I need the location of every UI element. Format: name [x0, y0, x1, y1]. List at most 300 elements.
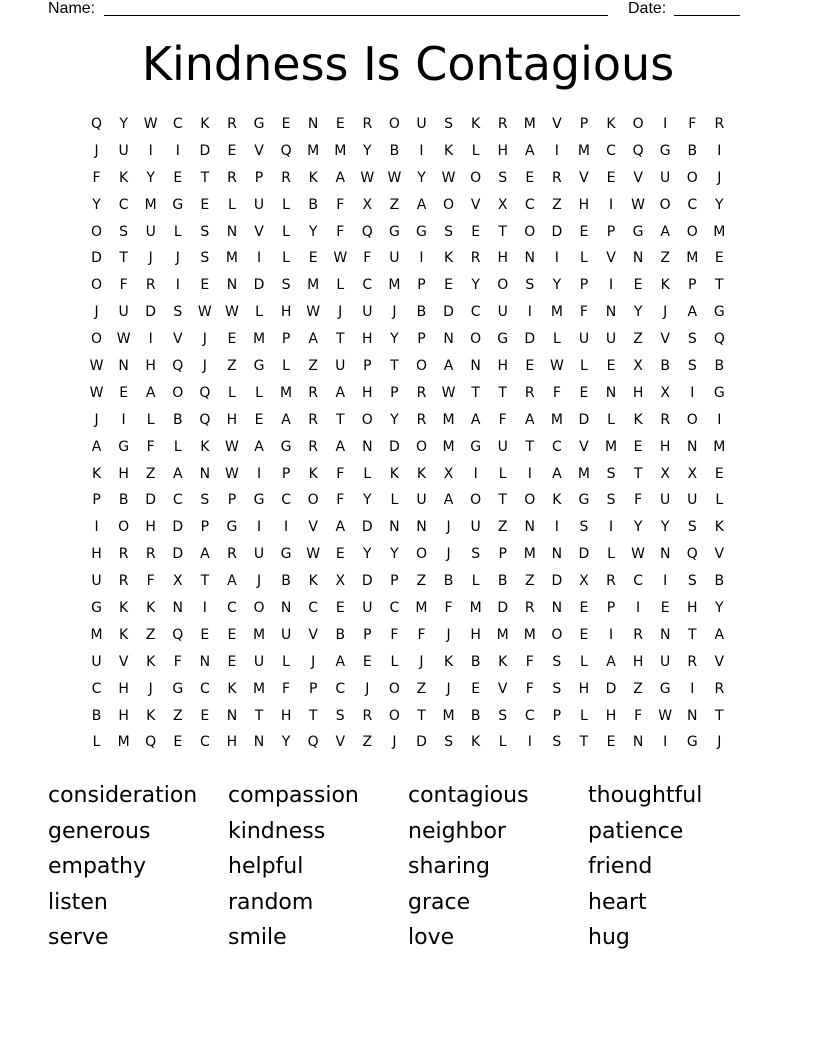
grid-cell: P [227, 492, 237, 509]
grid-cell: H [145, 519, 156, 536]
grid-cell: I [663, 573, 668, 590]
grid-cell: C [172, 116, 183, 132]
grid-cell: R [145, 546, 156, 563]
grid-cell: J [202, 358, 207, 375]
grid-cell: W [631, 196, 646, 213]
grid-cell: T [254, 707, 264, 724]
grid-cell: O [91, 277, 103, 294]
grid-cell: V [660, 331, 670, 348]
grid-cell: T [715, 707, 724, 724]
grid-cell: M [577, 465, 590, 482]
grid-cell: K [91, 465, 102, 482]
word-list-item: empathy [48, 854, 147, 880]
grid-cell: E [579, 626, 589, 643]
grid-cell: S [687, 358, 697, 375]
grid-cell: H [470, 626, 481, 643]
grid-cell: N [632, 250, 644, 267]
grid-cell: C [308, 600, 319, 617]
grid-cell: M [415, 600, 428, 617]
grid-cell: A [552, 465, 562, 482]
grid-cell: S [687, 573, 697, 590]
grid-cell: C [118, 196, 129, 213]
grid-cell: W [658, 707, 673, 724]
grid-cell: J [365, 680, 370, 697]
grid-cell: S [335, 707, 345, 724]
grid-cell: A [443, 358, 454, 375]
grid-cell: F [634, 492, 643, 509]
grid-cell: J [311, 653, 316, 670]
grid-cell: V [470, 196, 481, 213]
grid-cell: L [146, 411, 155, 428]
grid-cell: Y [281, 734, 291, 751]
grid-cell: Z [552, 196, 562, 213]
grid-cell: C [281, 492, 291, 509]
grid-cell: Q [307, 734, 319, 751]
grid-cell: E [606, 169, 616, 186]
grid-cell: P [417, 331, 426, 348]
grid-cell: L [552, 331, 561, 348]
grid-cell: B [443, 573, 454, 590]
grid-cell: R [362, 116, 373, 132]
grid-cell: L [363, 465, 372, 482]
grid-cell: N [199, 465, 211, 482]
grid-cell: C [470, 304, 481, 321]
grid-cell: H [91, 546, 102, 563]
grid-cell: M [144, 196, 157, 213]
grid-cell: M [686, 250, 699, 267]
grid-row [83, 326, 733, 353]
grid-cell: Q [145, 734, 157, 751]
grid-cell: R [416, 384, 427, 401]
grid-cell: K [443, 142, 454, 159]
grid-cell: S [200, 250, 210, 267]
grid-cell: O [524, 223, 536, 240]
grid-cell: T [417, 707, 426, 724]
grid-cell: E [633, 277, 643, 294]
grid-cell: I [148, 142, 153, 159]
grid-cell: Z [416, 573, 427, 590]
grid-cell: J [419, 653, 424, 670]
grid-cell: W [89, 358, 104, 375]
grid-cell: I [175, 277, 180, 294]
grid-cell: W [225, 304, 239, 321]
grid-cell: W [549, 358, 564, 375]
word-list-item: grace [408, 889, 471, 915]
grid-cell: T [200, 573, 210, 590]
grid-cell: D [551, 223, 563, 240]
grid-cell: N [687, 707, 698, 724]
grid-cell: Y [715, 600, 724, 617]
grid-cell: Y [715, 196, 724, 213]
grid-cell: R [552, 169, 562, 186]
grid-cell: F [336, 196, 345, 213]
grid-cell: A [470, 411, 481, 428]
grid-cell: O [470, 169, 482, 186]
grid-cell: U [91, 653, 102, 670]
grid-cell: E [633, 438, 643, 455]
grid-cell: H [686, 600, 698, 617]
grid-cell: G [578, 492, 590, 509]
grid-cell: Y [552, 277, 562, 294]
grid-cell: J [392, 734, 397, 751]
grid-cell: U [660, 492, 671, 509]
grid-cell: J [446, 680, 451, 697]
grid-cell: C [524, 707, 535, 724]
word-list-item: kindness [228, 818, 326, 844]
grid-cell: D [524, 331, 536, 348]
grid-cell: A [308, 331, 318, 348]
grid-cell: U [416, 492, 427, 509]
grid-cell: V [335, 734, 346, 751]
grid-cell: H [280, 304, 292, 321]
grid-cell: R [714, 116, 725, 132]
grid-cell: N [280, 600, 292, 617]
grid-cell: C [335, 680, 346, 697]
grid-cell: K [200, 438, 210, 455]
grid-cell: F [363, 250, 372, 267]
grid-cell: T [498, 384, 507, 401]
grid-cell: Q [199, 411, 211, 428]
grid-cell: H [659, 438, 671, 455]
grid-cell: G [280, 546, 292, 563]
grid-cell: E [308, 250, 318, 267]
grid-cell: I [554, 250, 559, 267]
grid-cell: Z [145, 465, 156, 482]
grid-cell: M [252, 626, 266, 643]
grid-cell: O [443, 196, 455, 213]
grid-cell: E [173, 169, 183, 186]
grid-cell: Y [119, 116, 128, 132]
grid-cell: U [253, 546, 265, 563]
grid-cell: M [307, 142, 320, 159]
word-list-item: heart [588, 889, 647, 915]
grid-cell: M [442, 438, 455, 455]
grid-cell: M [713, 438, 726, 455]
grid-cell: D [91, 250, 102, 267]
grid-cell: R [606, 573, 616, 590]
grid-cell: O [659, 196, 671, 213]
grid-cell: J [392, 304, 397, 321]
grid-cell: L [228, 196, 236, 213]
grid-cell: G [659, 680, 671, 697]
grid-row [83, 514, 733, 541]
grid-cell: Q [280, 142, 292, 159]
grid-cell: A [335, 169, 346, 186]
grid-cell: X [660, 384, 670, 401]
grid-cell: P [200, 519, 210, 536]
grid-cell: Z [633, 331, 643, 348]
grid-cell: N [551, 546, 563, 563]
grid-cell: K [714, 519, 724, 536]
grid-cell: I [608, 196, 614, 213]
grid-cell: R [524, 600, 535, 617]
word-list-item: thoughtful [588, 783, 703, 808]
grid-cell: R [633, 626, 643, 643]
grid-row [83, 138, 733, 165]
grid-cell: W [387, 169, 402, 186]
grid-row [83, 380, 733, 407]
grid-cell: U [497, 438, 508, 455]
grid-cell: P [579, 116, 589, 132]
grid-cell: M [523, 546, 536, 563]
grid-cell: F [119, 277, 128, 294]
grid-cell: I [148, 331, 153, 348]
grid-cell: Y [308, 223, 318, 240]
grid-cell: L [336, 277, 345, 294]
page-title: Kindness Is Contagious [141, 37, 675, 91]
grid-row [83, 434, 733, 461]
grid-cell: M [713, 223, 726, 240]
grid-cell: U [335, 358, 346, 375]
grid-cell: X [172, 573, 183, 590]
grid-cell: V [497, 680, 508, 697]
grid-cell: W [225, 465, 239, 482]
grid-cell: E [525, 169, 535, 186]
grid-cell: P [579, 277, 589, 294]
grid-cell: M [550, 411, 563, 428]
grid-cell: U [91, 573, 102, 590]
grid-cell: W [306, 304, 321, 321]
grid-cell: L [471, 142, 480, 159]
grid-cell: O [91, 223, 103, 240]
grid-cell: G [172, 680, 184, 697]
grid-cell: G [470, 438, 482, 455]
grid-cell: A [335, 384, 346, 401]
grid-cell: P [606, 600, 616, 617]
grid-cell: E [200, 626, 210, 643]
grid-cell: A [335, 653, 346, 670]
grid-cell: C [362, 277, 373, 294]
grid-cell: D [443, 304, 454, 321]
grid-cell: L [580, 653, 588, 670]
grid-cell: W [360, 169, 375, 186]
grid-row [83, 272, 733, 299]
grid-row [83, 649, 733, 676]
grid-cell: U [118, 142, 129, 159]
grid-cell: Y [92, 196, 101, 213]
grid-cell: D [172, 546, 184, 563]
grid-cell: P [281, 331, 291, 348]
grid-cell: S [687, 519, 697, 536]
grid-cell: U [145, 223, 156, 240]
header [48, 0, 748, 20]
grid-cell: W [143, 116, 158, 132]
grid-cell: E [525, 358, 535, 375]
grid-cell: V [606, 250, 616, 267]
grid-row [83, 353, 733, 380]
grid-cell: R [227, 116, 237, 132]
grid-cell: O [415, 546, 427, 563]
grid-cell: E [200, 277, 210, 294]
grid-cell: I [608, 277, 614, 294]
grid-cell: M [252, 331, 266, 348]
grid-cell: H [362, 384, 373, 401]
grid-cell: G [226, 519, 238, 536]
grid-cell: E [579, 600, 589, 617]
grid-cell: K [443, 653, 454, 670]
grid-cell: G [172, 196, 184, 213]
grid-cell: I [717, 411, 722, 428]
grid-cell: K [227, 680, 237, 697]
grid-cell: O [470, 331, 482, 348]
grid-cell: N [632, 734, 644, 751]
grid-cell: D [578, 546, 590, 563]
grid-cell: O [388, 707, 400, 724]
grid-cell: N [253, 734, 265, 751]
grid-cell: U [362, 600, 373, 617]
grid-cell: E [606, 358, 616, 375]
grid-cell: N [524, 250, 536, 267]
grid-cell: M [577, 142, 590, 159]
grid-cell: I [608, 519, 614, 536]
grid-cell: X [579, 573, 589, 590]
grid-cell: L [471, 573, 480, 590]
grid-cell: Y [471, 277, 480, 294]
grid-cell: U [253, 653, 265, 670]
grid-cell: N [118, 358, 129, 375]
grid-cell: P [606, 223, 616, 240]
grid-cell: I [608, 626, 614, 643]
grid-cell: E [579, 384, 589, 401]
grid-cell: Z [145, 626, 156, 643]
grid-cell: O [686, 411, 698, 428]
grid-cell: H [632, 653, 644, 670]
grid-cell: O [388, 680, 400, 697]
grid-cell: N [389, 519, 400, 536]
grid-cell: R [145, 277, 156, 294]
grid-cell: V [172, 331, 183, 348]
grid-cell: I [202, 600, 207, 617]
grid-cell: T [687, 626, 697, 643]
grid-cell: F [444, 600, 453, 617]
grid-cell: G [713, 304, 725, 321]
grid-cell: J [717, 734, 722, 751]
grid-cell: H [497, 358, 508, 375]
grid-row [83, 703, 733, 730]
grid-cell: E [471, 680, 481, 697]
grid-cell: J [94, 304, 99, 321]
grid-cell: O [686, 169, 698, 186]
grid-cell: J [175, 250, 180, 267]
grid-cell: X [633, 358, 643, 375]
word-list-item: contagious [408, 783, 529, 808]
grid-cell: N [605, 384, 617, 401]
grid-cell: W [333, 250, 348, 267]
grid-cell: N [470, 358, 481, 375]
grid-cell: I [256, 519, 262, 536]
grid-cell: F [390, 626, 399, 643]
grid-cell: S [687, 331, 697, 348]
grid-cell: F [634, 707, 643, 724]
grid-cell: S [552, 680, 562, 697]
grid-cell: U [362, 304, 373, 321]
grid-cell: P [417, 277, 426, 294]
grid-cell: C [687, 196, 698, 213]
grid-row [83, 219, 733, 246]
grid-cell: F [336, 465, 345, 482]
grid-cell: T [498, 492, 507, 509]
grid-cell: C [199, 734, 210, 751]
grid-cell: Y [660, 519, 670, 536]
grid-cell: S [552, 653, 562, 670]
grid-cell: U [578, 331, 590, 348]
word-list-item: friend [588, 854, 653, 880]
grid-cell: R [416, 411, 427, 428]
grid-cell: W [197, 304, 212, 321]
grid-cell: L [92, 734, 101, 751]
grid-cell: R [227, 546, 237, 563]
grid-cell: H [605, 707, 617, 724]
grid-cell: F [282, 680, 291, 697]
grid-cell: U [416, 116, 427, 132]
grid-cell: B [308, 196, 318, 213]
grid-cell: R [497, 116, 508, 132]
grid-cell: H [578, 680, 590, 697]
grid-cell: D [361, 573, 373, 590]
grid-cell: N [687, 438, 698, 455]
grid-cell: D [199, 142, 211, 159]
grid-cell: K [552, 492, 562, 509]
grid-cell: K [308, 169, 318, 186]
grid-cell: Y [633, 519, 643, 536]
grid-cell: E [227, 653, 237, 670]
grid-cell: S [173, 304, 183, 321]
grid-cell: O [632, 116, 644, 132]
grid-cell: H [145, 358, 156, 375]
grid-cell: T [525, 438, 535, 455]
grid-cell: V [118, 653, 129, 670]
grid-cell: L [282, 653, 290, 670]
grid-cell: N [226, 707, 238, 724]
grid-cell: B [416, 304, 427, 321]
grid-cell: A [335, 438, 346, 455]
grid-cell: H [362, 331, 373, 348]
grid-cell: R [308, 438, 319, 455]
grid-cell: X [335, 573, 346, 590]
grid-cell: P [390, 573, 399, 590]
name-field-line [104, 15, 608, 16]
grid-cell: U [497, 304, 508, 321]
grid-cell: J [446, 519, 451, 536]
grid-cell: V [254, 142, 264, 159]
grid-cell: J [717, 169, 722, 186]
grid-cell: V [308, 626, 318, 643]
grid-cell: P [363, 358, 372, 375]
grid-cell: I [419, 250, 424, 267]
grid-cell: H [497, 142, 508, 159]
grid-cell: H [578, 196, 590, 213]
grid-cell: I [175, 142, 180, 159]
grid-cell: H [226, 734, 238, 751]
grid-cell: X [687, 465, 698, 482]
grid-cell: I [284, 519, 289, 536]
grid-cell: O [361, 411, 373, 428]
grid-cell: O [253, 600, 265, 617]
grid-cell: O [388, 116, 400, 132]
grid-cell: N [199, 653, 211, 670]
grid-cell: N [443, 331, 454, 348]
grid-cell: I [690, 680, 695, 697]
grid-cell: P [363, 626, 372, 643]
grid-cell: B [714, 358, 725, 375]
grid-cell: I [636, 600, 641, 617]
grid-cell: I [94, 519, 99, 536]
grid-cell: X [443, 465, 454, 482]
grid-cell: Z [308, 358, 318, 375]
grid-cell: D [497, 600, 509, 617]
grid-cell: E [606, 734, 616, 751]
grid-cell: N [659, 546, 671, 563]
